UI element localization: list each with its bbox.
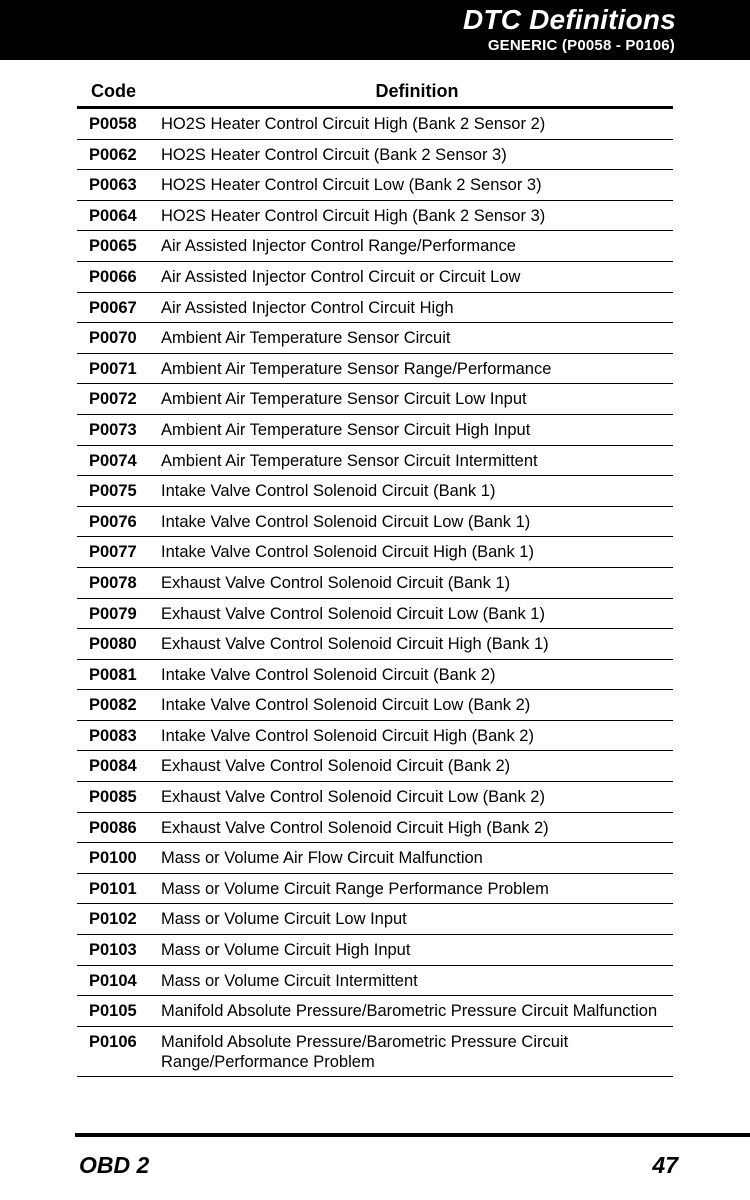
dtc-definition: Exhaust Valve Control Solenoid Circuit (Bank 1) [161, 567, 673, 598]
dtc-code: P0070 [77, 323, 161, 354]
dtc-code: P0072 [77, 384, 161, 415]
table-row [77, 812, 673, 843]
table-row [77, 598, 673, 629]
dtc-definition: Mass or Volume Circuit Intermittent [161, 965, 673, 996]
page-subtitle: GENERIC (P0058 - P0106) [487, 37, 675, 54]
table-row [77, 904, 673, 935]
dtc-definition: Mass or Volume Circuit High Input [161, 935, 673, 966]
dtc-code: P0102 [77, 904, 161, 935]
table-row [77, 261, 673, 292]
table-row [77, 323, 673, 354]
table-row [77, 873, 673, 904]
dtc-definition: Exhaust Valve Control Solenoid Circuit Low (Bank 1) [161, 598, 673, 629]
dtc-code: P0076 [77, 506, 161, 537]
dtc-code: P0067 [77, 292, 161, 323]
dtc-definition: Intake Valve Control Solenoid Circuit High (Bank 1) [161, 537, 673, 568]
table-row [77, 567, 673, 598]
dtc-code: P0074 [77, 445, 161, 476]
dtc-definition: Air Assisted Injector Control Circuit or Circuit Low [161, 261, 673, 292]
dtc-definition: Manifold Absolute Pressure/Barometric Pressure Circuit Malfunction [161, 996, 673, 1027]
dtc-definition: Ambient Air Temperature Sensor Circuit [161, 323, 673, 354]
dtc-code: P0075 [77, 476, 161, 507]
dtc-code: P0100 [77, 843, 161, 874]
dtc-code: P0081 [77, 659, 161, 690]
dtc-definition: Ambient Air Temperature Sensor Circuit High Input [161, 414, 673, 445]
dtc-code: P0086 [77, 812, 161, 843]
dtc-code: P0083 [77, 720, 161, 751]
table-row [77, 1026, 673, 1077]
dtc-code: P0071 [77, 353, 161, 384]
dtc-definition: Exhaust Valve Control Solenoid Circuit High (Bank 1) [161, 629, 673, 660]
dtc-definition: Mass or Volume Air Flow Circuit Malfunction [161, 843, 673, 874]
table-row [77, 965, 673, 996]
dtc-code: P0063 [77, 170, 161, 201]
dtc-definition: Intake Valve Control Solenoid Circuit High (Bank 2) [161, 720, 673, 751]
column-header-code: Code [77, 76, 161, 108]
dtc-code: P0062 [77, 139, 161, 170]
dtc-definition: Exhaust Valve Control Solenoid Circuit Low (Bank 2) [161, 782, 673, 813]
table-row [77, 690, 673, 721]
dtc-code: P0064 [77, 200, 161, 231]
dtc-definition: Exhaust Valve Control Solenoid Circuit High (Bank 2) [161, 812, 673, 843]
page-title: DTC Definitions [463, 4, 676, 35]
dtc-code: P0077 [77, 537, 161, 568]
table-row [77, 843, 673, 874]
dtc-table-container [77, 76, 673, 1077]
column-header-definition: Definition [161, 76, 673, 108]
dtc-table [77, 76, 673, 1077]
dtc-definition: Ambient Air Temperature Sensor Circuit Low Input [161, 384, 673, 415]
page-header [0, 0, 750, 60]
dtc-code: P0079 [77, 598, 161, 629]
dtc-definition: HO2S Heater Control Circuit High (Bank 2 Sensor 3) [161, 200, 673, 231]
table-row [77, 629, 673, 660]
table-row [77, 139, 673, 170]
table-row [77, 170, 673, 201]
table-row [77, 445, 673, 476]
dtc-definition: Mass or Volume Circuit Low Input [161, 904, 673, 935]
dtc-code: P0065 [77, 231, 161, 262]
table-row [77, 108, 673, 140]
dtc-code: P0104 [77, 965, 161, 996]
dtc-definition: Manifold Absolute Pressure/Barometric Pressure Circuit Range/Performance Problem [161, 1026, 673, 1077]
dtc-code: P0103 [77, 935, 161, 966]
dtc-definition: Intake Valve Control Solenoid Circuit Low (Bank 1) [161, 506, 673, 537]
dtc-code: P0082 [77, 690, 161, 721]
table-row [77, 659, 673, 690]
table-row [77, 353, 673, 384]
dtc-code: P0084 [77, 751, 161, 782]
dtc-code: P0106 [77, 1026, 161, 1077]
table-row [77, 720, 673, 751]
dtc-definition: Ambient Air Temperature Sensor Circuit Intermittent [161, 445, 673, 476]
dtc-definition: Air Assisted Injector Control Circuit High [161, 292, 673, 323]
dtc-definition: Intake Valve Control Solenoid Circuit (Bank 2) [161, 659, 673, 690]
dtc-definition: Exhaust Valve Control Solenoid Circuit (Bank 2) [161, 751, 673, 782]
table-row [77, 231, 673, 262]
table-row [77, 476, 673, 507]
dtc-definition: Mass or Volume Circuit Range Performance Problem [161, 873, 673, 904]
dtc-code: P0101 [77, 873, 161, 904]
dtc-definition: Air Assisted Injector Control Range/Performance [161, 231, 673, 262]
dtc-code: P0058 [77, 108, 161, 140]
dtc-code: P0085 [77, 782, 161, 813]
table-row [77, 384, 673, 415]
table-row [77, 537, 673, 568]
table-row [77, 751, 673, 782]
table-header-row [77, 76, 673, 108]
footer-divider [75, 1133, 750, 1137]
table-row [77, 292, 673, 323]
table-row [77, 200, 673, 231]
dtc-definition: Intake Valve Control Solenoid Circuit Low (Bank 2) [161, 690, 673, 721]
table-body [77, 108, 673, 1077]
dtc-code: P0105 [77, 996, 161, 1027]
table-row [77, 935, 673, 966]
dtc-definition: HO2S Heater Control Circuit Low (Bank 2 Sensor 3) [161, 170, 673, 201]
dtc-definition: HO2S Heater Control Circuit (Bank 2 Sensor 3) [161, 139, 673, 170]
dtc-code: P0078 [77, 567, 161, 598]
table-row [77, 414, 673, 445]
dtc-code: P0080 [77, 629, 161, 660]
dtc-definition: HO2S Heater Control Circuit High (Bank 2 Sensor 2) [161, 108, 673, 140]
table-row [77, 506, 673, 537]
page-number: 47 [652, 1152, 678, 1178]
dtc-definition: Ambient Air Temperature Sensor Range/Performance [161, 353, 673, 384]
dtc-definition: Intake Valve Control Solenoid Circuit (Bank 1) [161, 476, 673, 507]
footer-label: OBD 2 [79, 1152, 150, 1178]
table-row [77, 996, 673, 1027]
dtc-code: P0066 [77, 261, 161, 292]
dtc-code: P0073 [77, 414, 161, 445]
table-row [77, 782, 673, 813]
